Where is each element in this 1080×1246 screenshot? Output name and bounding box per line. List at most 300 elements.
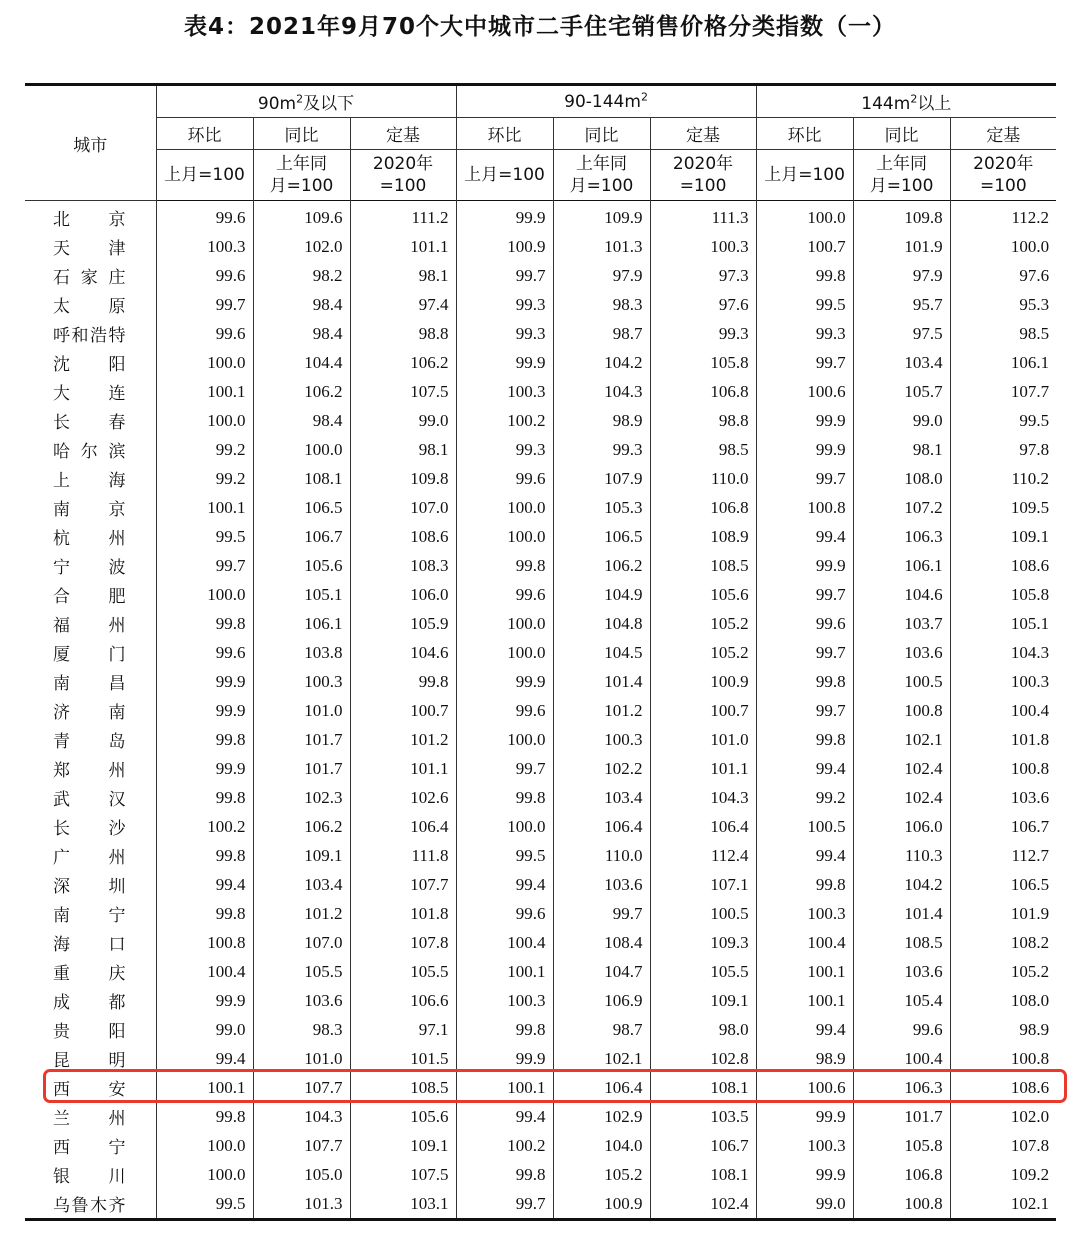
sub-header: 定基: [650, 118, 756, 150]
index-value: 108.9: [650, 522, 756, 551]
table-row: [25, 870, 1056, 899]
index-value: 99.9: [456, 667, 553, 696]
base-header: 上月=100: [156, 150, 253, 201]
index-value: 105.1: [253, 580, 350, 609]
index-value: 102.8: [650, 1044, 756, 1073]
table-row: [25, 290, 1056, 319]
index-value: 105.5: [650, 957, 756, 986]
index-value: 105.6: [650, 580, 756, 609]
index-value: 104.3: [553, 377, 650, 406]
index-value: 100.6: [756, 1073, 853, 1102]
index-value: 111.8: [350, 841, 456, 870]
table-title: 表4：2021年9月70个大中城市二手住宅销售价格分类指数（一）: [183, 14, 897, 40]
index-value: 104.6: [853, 580, 950, 609]
index-value: 100.0: [756, 201, 853, 233]
index-value: 95.7: [853, 290, 950, 319]
index-value: 99.8: [350, 667, 456, 696]
index-value: 99.6: [456, 464, 553, 493]
city-name: 北京: [53, 210, 126, 230]
index-value: 106.5: [253, 493, 350, 522]
index-value: 99.9: [756, 435, 853, 464]
city-name: 太原: [53, 297, 126, 317]
index-value: 99.6: [156, 638, 253, 667]
table-row: [25, 1015, 1056, 1044]
index-value: 101.3: [553, 232, 650, 261]
index-value: 106.1: [253, 609, 350, 638]
index-value: 99.4: [756, 754, 853, 783]
index-value: 101.7: [253, 754, 350, 783]
sub-header: 定基: [350, 118, 456, 150]
index-value: 98.4: [253, 319, 350, 348]
index-value: 99.2: [156, 464, 253, 493]
table-row: [25, 812, 1056, 841]
city-name: 天津: [53, 239, 126, 259]
index-value: 108.2: [950, 928, 1056, 957]
index-value: 99.4: [756, 841, 853, 870]
index-value: 99.8: [756, 725, 853, 754]
index-value: 101.0: [253, 1044, 350, 1073]
index-value: 99.8: [456, 783, 553, 812]
index-value: 105.8: [650, 348, 756, 377]
index-value: 106.7: [950, 812, 1056, 841]
table-row: [25, 928, 1056, 957]
index-value: 99.3: [756, 319, 853, 348]
index-value: 99.7: [156, 551, 253, 580]
index-value: 100.0: [156, 406, 253, 435]
city-name: 济南: [53, 703, 126, 723]
index-value: 101.7: [253, 725, 350, 754]
city-name: 郑州: [53, 761, 126, 781]
index-value: 100.3: [950, 667, 1056, 696]
index-value: 108.1: [650, 1160, 756, 1189]
index-value: 101.0: [253, 696, 350, 725]
index-value: 103.6: [253, 986, 350, 1015]
index-value: 109.1: [350, 1131, 456, 1160]
index-value: 103.6: [950, 783, 1056, 812]
index-value: 110.3: [853, 841, 950, 870]
index-value: 97.8: [950, 435, 1056, 464]
index-value: 103.6: [553, 870, 650, 899]
index-value: 99.8: [756, 261, 853, 290]
index-value: 107.1: [650, 870, 756, 899]
index-value: 100.3: [650, 232, 756, 261]
index-value: 98.9: [756, 1044, 853, 1073]
city-name: 重庆: [53, 964, 126, 984]
table-row: [25, 1102, 1056, 1131]
index-value: 103.6: [853, 957, 950, 986]
index-value: 98.2: [253, 261, 350, 290]
index-value: 99.7: [456, 754, 553, 783]
table-row: [25, 841, 1056, 870]
base-header: 2020年=100: [950, 150, 1056, 201]
index-value: 102.0: [950, 1102, 1056, 1131]
index-value: 109.3: [650, 928, 756, 957]
index-value: 100.2: [456, 406, 553, 435]
index-value: 103.5: [650, 1102, 756, 1131]
index-value: 99.9: [156, 696, 253, 725]
index-value: 98.9: [950, 1015, 1056, 1044]
index-value: 105.9: [350, 609, 456, 638]
index-value: 97.4: [350, 290, 456, 319]
index-value: 99.9: [456, 201, 553, 233]
index-value: 112.4: [650, 841, 756, 870]
index-value: 106.2: [253, 377, 350, 406]
city-name: 福州: [53, 616, 126, 636]
index-value: 100.8: [950, 1044, 1056, 1073]
index-value: 104.0: [553, 1131, 650, 1160]
index-value: 100.0: [456, 812, 553, 841]
index-value: 100.0: [156, 348, 253, 377]
index-value: 104.8: [553, 609, 650, 638]
index-value: 109.5: [950, 493, 1056, 522]
index-value: 100.4: [950, 696, 1056, 725]
index-value: 104.9: [553, 580, 650, 609]
index-value: 107.8: [950, 1131, 1056, 1160]
city-name: 海口: [53, 935, 126, 955]
index-value: 106.1: [950, 348, 1056, 377]
index-value: 108.5: [650, 551, 756, 580]
sub-header: 环比: [756, 118, 853, 150]
index-value: 100.0: [253, 435, 350, 464]
index-value: 109.8: [350, 464, 456, 493]
table-row: [25, 899, 1056, 928]
index-value: 100.6: [756, 377, 853, 406]
index-value: 109.1: [650, 986, 756, 1015]
index-value: 99.7: [756, 348, 853, 377]
city-name: 杭州: [53, 529, 126, 549]
index-value: 99.6: [156, 201, 253, 233]
index-value: 106.3: [853, 1073, 950, 1102]
city-name: 深圳: [53, 877, 126, 897]
index-value: 101.2: [253, 899, 350, 928]
index-value: 100.0: [456, 493, 553, 522]
index-value: 99.0: [756, 1189, 853, 1220]
index-value: 99.8: [156, 841, 253, 870]
city-name: 兰州: [53, 1109, 126, 1129]
index-value: 100.0: [156, 580, 253, 609]
city-name: 银川: [53, 1167, 126, 1187]
index-value: 106.0: [853, 812, 950, 841]
index-value: 99.8: [756, 667, 853, 696]
index-value: 99.9: [156, 754, 253, 783]
table-row: [25, 1160, 1056, 1189]
index-value: 100.7: [650, 696, 756, 725]
index-value: 102.1: [950, 1189, 1056, 1220]
index-value: 104.7: [553, 957, 650, 986]
index-value: 97.1: [350, 1015, 456, 1044]
index-value: 100.0: [456, 725, 553, 754]
index-value: 103.4: [553, 783, 650, 812]
city-name: 南京: [53, 500, 126, 520]
index-value: 106.5: [950, 870, 1056, 899]
index-value: 100.2: [456, 1131, 553, 1160]
city-name: 长春: [53, 413, 126, 433]
index-value: 97.9: [853, 261, 950, 290]
index-value: 101.2: [350, 725, 456, 754]
index-value: 105.3: [553, 493, 650, 522]
index-value: 99.2: [156, 435, 253, 464]
index-value: 98.3: [253, 1015, 350, 1044]
index-value: 99.9: [156, 667, 253, 696]
index-value: 108.0: [853, 464, 950, 493]
index-value: 108.1: [253, 464, 350, 493]
index-value: 98.3: [553, 290, 650, 319]
table-row: [25, 957, 1056, 986]
base-header: 上年同 月=100: [553, 150, 650, 201]
index-value: 98.7: [553, 1015, 650, 1044]
index-value: 106.7: [650, 1131, 756, 1160]
index-value: 107.5: [350, 377, 456, 406]
index-value: 99.8: [156, 725, 253, 754]
index-value: 105.2: [650, 609, 756, 638]
index-value: 100.3: [456, 986, 553, 1015]
table-row: [25, 1044, 1056, 1073]
city-name: 哈尔滨: [53, 442, 126, 462]
index-value: 104.6: [350, 638, 456, 667]
index-value: 105.2: [950, 957, 1056, 986]
index-value: 99.4: [156, 870, 253, 899]
index-value: 105.6: [350, 1102, 456, 1131]
index-value: 100.9: [456, 232, 553, 261]
city-name: 南昌: [53, 674, 126, 694]
index-value: 99.8: [756, 870, 853, 899]
index-value: 105.5: [350, 957, 456, 986]
index-value: 105.2: [650, 638, 756, 667]
index-value: 112.2: [950, 201, 1056, 233]
table-row: [25, 348, 1056, 377]
index-value: 100.0: [456, 609, 553, 638]
index-value: 100.0: [950, 232, 1056, 261]
city-name: 长沙: [53, 819, 126, 839]
city-name: 昆明: [53, 1051, 126, 1071]
table-row: [25, 1073, 1056, 1102]
index-value: 101.1: [350, 754, 456, 783]
sub-header: 同比: [853, 118, 950, 150]
base-header: 上月=100: [456, 150, 553, 201]
index-value: 100.0: [156, 1160, 253, 1189]
index-value: 99.3: [650, 319, 756, 348]
table-row: [25, 201, 1056, 233]
index-value: 98.4: [253, 406, 350, 435]
index-value: 107.5: [350, 1160, 456, 1189]
index-value: 100.4: [156, 957, 253, 986]
index-value: 108.4: [553, 928, 650, 957]
sub-header: 定基: [950, 118, 1056, 150]
index-value: 110.2: [950, 464, 1056, 493]
index-value: 99.9: [156, 986, 253, 1015]
index-value: 99.4: [456, 1102, 553, 1131]
index-value: 100.4: [853, 1044, 950, 1073]
index-value: 98.1: [350, 261, 456, 290]
index-value: 99.8: [456, 1160, 553, 1189]
index-value: 108.6: [950, 551, 1056, 580]
index-value: 99.7: [156, 290, 253, 319]
index-value: 106.2: [350, 348, 456, 377]
sub-header: 环比: [156, 118, 253, 150]
index-value: 107.7: [253, 1131, 350, 1160]
index-value: 99.6: [853, 1015, 950, 1044]
index-value: 100.0: [456, 638, 553, 667]
index-value: 99.4: [756, 522, 853, 551]
city-name: 厦门: [53, 645, 126, 665]
index-value: 103.4: [853, 348, 950, 377]
table-row: [25, 1131, 1056, 1160]
index-value: 100.9: [650, 667, 756, 696]
index-value: 99.7: [553, 899, 650, 928]
index-value: 100.0: [456, 522, 553, 551]
index-value: 98.5: [650, 435, 756, 464]
index-value: 101.7: [853, 1102, 950, 1131]
city-name: 青岛: [53, 732, 126, 752]
index-value: 112.7: [950, 841, 1056, 870]
index-value: 100.8: [756, 493, 853, 522]
index-value: 100.5: [650, 899, 756, 928]
index-value: 101.4: [853, 899, 950, 928]
index-value: 106.9: [553, 986, 650, 1015]
index-value: 99.4: [756, 1015, 853, 1044]
table-row: [25, 493, 1056, 522]
index-value: 106.4: [553, 812, 650, 841]
sub-header: 同比: [553, 118, 650, 150]
index-value: 109.9: [553, 201, 650, 233]
index-value: 106.2: [253, 812, 350, 841]
index-value: 101.5: [350, 1044, 456, 1073]
table-row: [25, 609, 1056, 638]
index-value: 101.4: [553, 667, 650, 696]
index-value: 98.5: [950, 319, 1056, 348]
city-name: 宁波: [53, 558, 126, 578]
index-value: 109.1: [253, 841, 350, 870]
index-value: 106.8: [650, 377, 756, 406]
index-value: 98.1: [350, 435, 456, 464]
index-value: 97.3: [650, 261, 756, 290]
index-value: 100.7: [756, 232, 853, 261]
index-value: 106.8: [853, 1160, 950, 1189]
index-value: 97.5: [853, 319, 950, 348]
index-value: 102.4: [650, 1189, 756, 1220]
index-value: 99.9: [756, 406, 853, 435]
index-value: 100.9: [553, 1189, 650, 1220]
index-value: 108.6: [950, 1073, 1056, 1102]
index-value: 105.4: [853, 986, 950, 1015]
index-value: 100.8: [950, 754, 1056, 783]
city-name: 石家庄: [53, 268, 126, 288]
index-value: 103.7: [853, 609, 950, 638]
index-value: 98.0: [650, 1015, 756, 1044]
index-value: 99.3: [456, 435, 553, 464]
index-value: 109.8: [853, 201, 950, 233]
index-value: 101.1: [650, 754, 756, 783]
index-value: 99.3: [456, 319, 553, 348]
index-value: 99.9: [456, 348, 553, 377]
index-value: 99.3: [456, 290, 553, 319]
index-value: 99.5: [756, 290, 853, 319]
table-row: [25, 464, 1056, 493]
index-value: 100.3: [756, 1131, 853, 1160]
index-value: 105.5: [253, 957, 350, 986]
index-value: 111.2: [350, 201, 456, 233]
city-name: 乌鲁木齐: [53, 1196, 126, 1216]
index-value: 102.6: [350, 783, 456, 812]
base-header: 2020年=100: [350, 150, 456, 201]
index-value: 99.7: [456, 261, 553, 290]
group-header-small: $90m^2$及以下: [156, 85, 456, 118]
index-value: 100.8: [853, 1189, 950, 1220]
index-value: 100.3: [253, 667, 350, 696]
index-value: 99.9: [456, 1044, 553, 1073]
index-value: 106.2: [553, 551, 650, 580]
index-value: 102.0: [253, 232, 350, 261]
index-value: 100.1: [156, 493, 253, 522]
index-value: 99.6: [456, 580, 553, 609]
index-value: 101.9: [950, 899, 1056, 928]
index-value: 106.1: [853, 551, 950, 580]
index-value: 99.6: [756, 609, 853, 638]
index-value: 105.2: [553, 1160, 650, 1189]
index-value: 99.9: [756, 551, 853, 580]
index-value: 106.4: [350, 812, 456, 841]
index-value: 102.1: [853, 725, 950, 754]
index-value: 104.4: [253, 348, 350, 377]
group-header-large: $144m^2$以上: [756, 85, 1056, 118]
index-value: 105.7: [853, 377, 950, 406]
index-value: 98.1: [853, 435, 950, 464]
index-value: 108.6: [350, 522, 456, 551]
index-value: 100.5: [756, 812, 853, 841]
index-value: 110.0: [650, 464, 756, 493]
index-value: 106.4: [553, 1073, 650, 1102]
index-value: 100.3: [456, 377, 553, 406]
index-value: 110.0: [553, 841, 650, 870]
table-row: [25, 580, 1056, 609]
index-value: 100.8: [853, 696, 950, 725]
index-value: 107.7: [350, 870, 456, 899]
index-value: 107.0: [253, 928, 350, 957]
table-row: [25, 696, 1056, 725]
index-value: 111.3: [650, 201, 756, 233]
index-value: 100.8: [156, 928, 253, 957]
index-value: 108.1: [650, 1073, 756, 1102]
index-value: 100.2: [156, 812, 253, 841]
index-value: 98.4: [253, 290, 350, 319]
index-value: 106.8: [650, 493, 756, 522]
index-value: 104.2: [553, 348, 650, 377]
index-value: 105.8: [950, 580, 1056, 609]
index-value: 99.6: [156, 319, 253, 348]
table-row: [25, 377, 1056, 406]
index-value: 107.0: [350, 493, 456, 522]
index-value: 108.5: [350, 1073, 456, 1102]
table-row: [25, 986, 1056, 1015]
index-value: 100.4: [456, 928, 553, 957]
index-value: 99.9: [756, 1102, 853, 1131]
base-header: 上年同 月=100: [853, 150, 950, 201]
index-value: 98.9: [553, 406, 650, 435]
index-value: 103.4: [253, 870, 350, 899]
table-body: [25, 201, 1056, 1220]
city-name: 武汉: [53, 790, 126, 810]
index-value: 101.3: [253, 1189, 350, 1220]
table-row: [25, 1189, 1056, 1220]
index-value: 102.4: [853, 783, 950, 812]
table-row: [25, 435, 1056, 464]
table-row: [25, 754, 1056, 783]
city-name: 呼和浩特: [53, 326, 126, 346]
index-value: 100.1: [756, 986, 853, 1015]
index-value: 100.3: [553, 725, 650, 754]
index-value: 100.1: [156, 1073, 253, 1102]
table-header: [25, 85, 1056, 201]
